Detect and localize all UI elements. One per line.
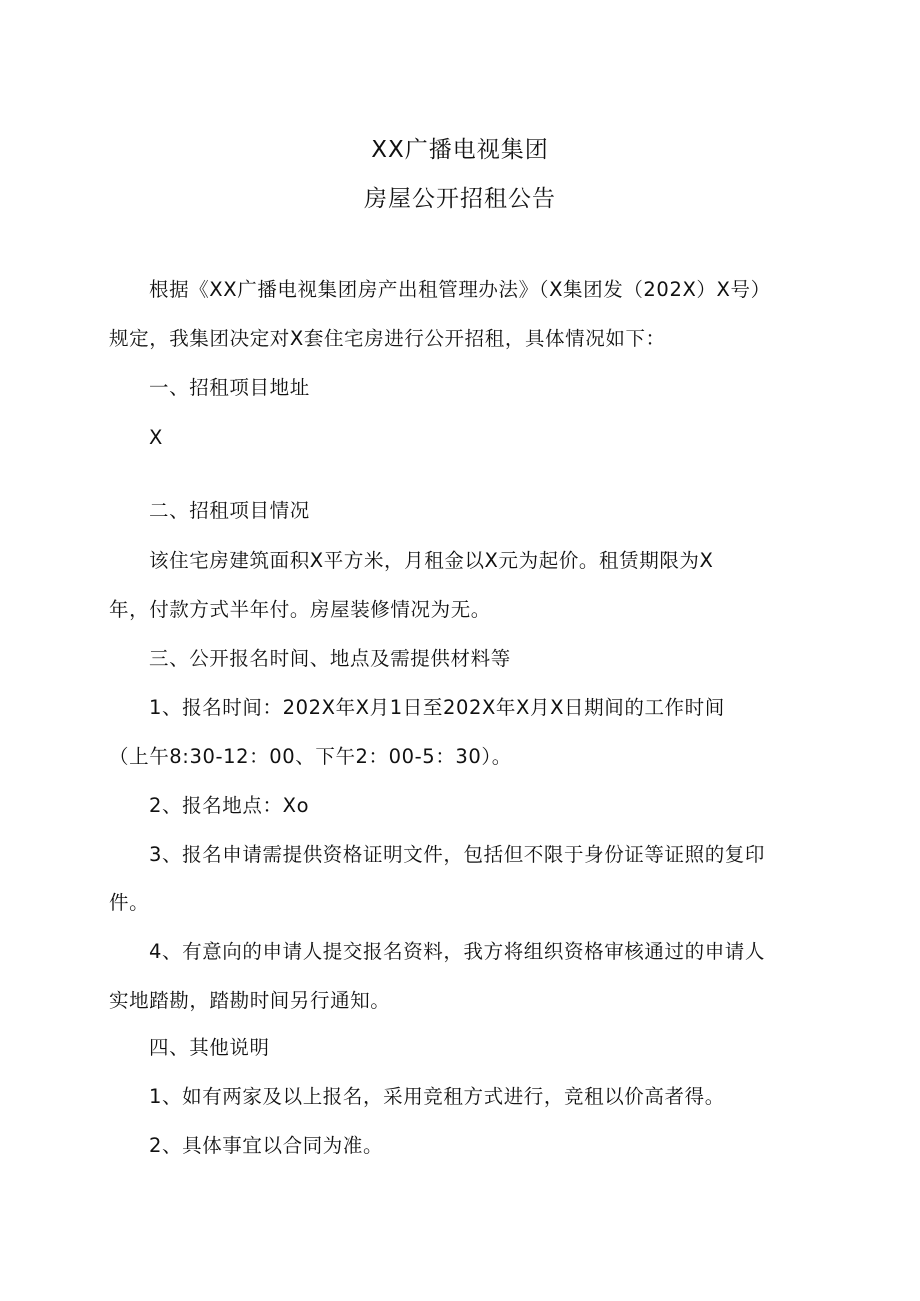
section-3-item-1-line-1: 1、报名时间：202X年X月1日至202X年X月X日期间的工作时间: [149, 696, 725, 719]
org-title: XX广播电视集团: [371, 137, 549, 163]
section-1-heading: 一、招租项目地址: [149, 376, 310, 399]
intro-line-1: 根据《XX广播电视集团房产出租管理办法》（X集团发（202X）X号）: [149, 278, 771, 301]
section-2-line-1: 该住宅房建筑面积X平方米，月租金以X元为起价。租赁期限为X: [149, 549, 714, 572]
intro-line-2: 规定，我集团决定对X套住宅房进行公开招租，具体情况如下：: [109, 327, 666, 350]
doc-title: 房屋公开招租公告: [364, 186, 556, 212]
section-3-item-2: 2、报名地点：Xo: [149, 794, 310, 817]
section-3-heading: 三、公开报名时间、地点及需提供材料等: [149, 647, 511, 670]
section-3-item-4-line-1: 4、有意向的申请人提交报名资料，我方将组织资格审核通过的申请人: [149, 940, 766, 963]
section-3-item-4-line-2: 实地踏勘，踏勘时间另行通知。: [109, 989, 391, 1012]
section-2-line-2: 年，付款方式半年付。房屋装修情况为无。: [109, 598, 491, 621]
section-4-item-2: 2、具体事宜以合同为准。: [149, 1134, 384, 1157]
section-3-item-3-line-2: 件。: [109, 891, 150, 914]
section-3-item-3-line-1: 3、报名申请需提供资格证明文件，包括但不限于身份证等证照的复印: [149, 843, 766, 866]
section-2-heading: 二、招租项目情况: [149, 499, 310, 522]
section-1-content: X: [149, 426, 163, 449]
section-3-item-1-line-2: （上午8:30-12：00、下午2：00-5：30）。: [109, 745, 512, 768]
section-4-heading: 四、其他说明: [149, 1036, 270, 1059]
section-4-item-1: 1、如有两家及以上报名，采用竞租方式进行，竞租以价高者得。: [149, 1085, 725, 1108]
